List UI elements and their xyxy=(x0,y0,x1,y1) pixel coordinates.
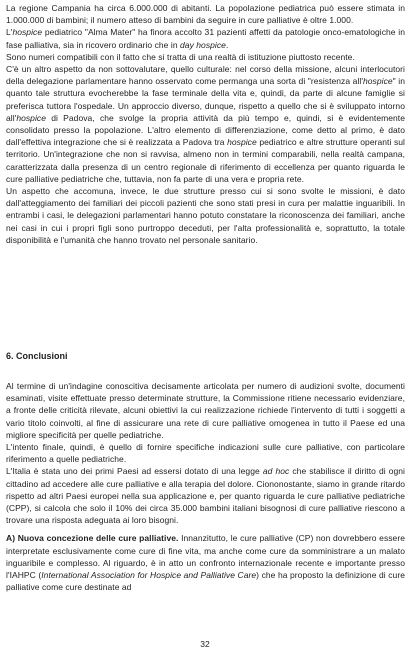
paragraph-hospice-alma-mater: L'hospice pediatrico "Alma Mater" ha finora accolto 31 pazienti affetti da patologie onco-ematologiche in fase palliativa, sia in ricovero ordinario che in day hospice. xyxy=(6,27,405,50)
paragraph-italy-law: L'Italia è stata uno dei primi Paesi ad essersi dotato di una legge ad hoc che stabilisce il diritto di ogni cittadino ad accedere alle cure palliative e alla terapia del dolore. Ciononostante, siamo in grande ritardo rispetto ad altri Paesi europei nella sua applicazione e, per quanto riguarda le cure palliative pediatriche (CPP), si calcola che solo il 10% dei circa 35.000 bambini italiani bisognosi di cure palliative riescono a trovare una risposta adeguata ai loro bisogni. xyxy=(6,466,405,526)
paragraph-families-gratitude: Un aspetto che accomuna, invece, le due strutture presso cui si sono svolte le missioni, è dato dall'atteggiamento dei familiari dei piccoli pazienti che sono stati presi in cura per malattie inguaribili. In entrambi i casi, le delegazioni parlamentari hanno potuto constatare la riconoscenza dei familiari, anche nei casi in cui i propri figli sono purtroppo deceduti, per l'alta professionalità e, soprattutto, la totale disponibilità e l'umanità che hanno trovato nel personale sanitario. xyxy=(6,186,405,245)
paragraph-final-intent: L'intento finale, quindi, è quello di fornire specifiche indicazioni sulle cure palliative, con particolare riferimento a quelle pediatriche. xyxy=(6,442,405,465)
paragraph-survey-summary: Al termine di un'indagine conoscitiva decisamente articolata per numero di audizioni svolte, documenti esaminati, visite effettuate presso determinate strutture, la Commissione ritiene necessario evidenziare, a fronte delle criticità rilevate, alcuni obiettivi la cui realizzazione richiede l'intervento di tutti i soggetti a vario titolo coinvolti, al fine di assicurare una rete di cure palliative omogenea in tutto il Paese ed una migliore specificità per quelle pediatriche. xyxy=(6,381,405,440)
page-number: 32 xyxy=(200,639,210,649)
paragraph-population: La regione Campania ha circa 6.000.000 di abitanti. La popolazione pediatrica può essere stimata in 1.000.000 di bambini; il numero atteso di bambini da seguire in cure palliative è oltre 1.000. xyxy=(6,3,405,26)
section-body-top xyxy=(6,2,405,246)
paragraph-new-concept: A) Nuova concezione delle cure palliative. Innanzitutto, le cure palliative (CP) non dovrebbero essere interpretate esclusivamente come cure di fine vita, ma anche come cure da somministrare a un malato inguaribile e complesso. Al riguardo, è in atto un confronto internazionale recente e importante presso l'IAHPC (International Association for Hospice and Palliative Care) che ha proposto la definizione di cure palliative come cure destinate ad xyxy=(6,533,405,593)
paragraph-compatible-numbers: Sono numeri compatibili con il fatto che si tratta di una realtà di istituzione piuttosto recente. xyxy=(6,51,355,62)
paragraph-cultural-aspect: C'è un altro aspetto da non sottovalutare, quello culturale: nel corso della missione, alcuni interlocutori della delegazione parlamentare hanno osservato come permanga una sorta di "resistenza all'hospice" in quanto tale struttura evocherebbe la fase terminale della vita e, quindi, da parte di alcune famiglie si preferisca tuttora l'ospedale. Un approccio diverso, dunque, rispetto a quello che si è sviluppato intorno all'hospice di Padova, che svolge la propria attività da più tempo e, quindi, si è evidentemente consolidato presso la popolazione. L'altro elemento di differenziazione, come detto al primo, è dato dall'effettiva integrazione che si è realizzata a Padova tra hospice pediatrico e altre strutture operanti sul territorio. Un'integrazione che non si ravvisa, almeno non in termini comparabili, nella realtà campana, caratterizzata dalla presenza di un centro regionale di riferimento di eccellenza per quanto riguarda le cure palliative pediatriche che, tuttavia, non fa parte di una vera e propria rete. xyxy=(6,64,405,184)
section-body-conclusioni xyxy=(6,380,405,593)
section-heading-conclusioni: 6. Conclusioni xyxy=(6,351,68,361)
